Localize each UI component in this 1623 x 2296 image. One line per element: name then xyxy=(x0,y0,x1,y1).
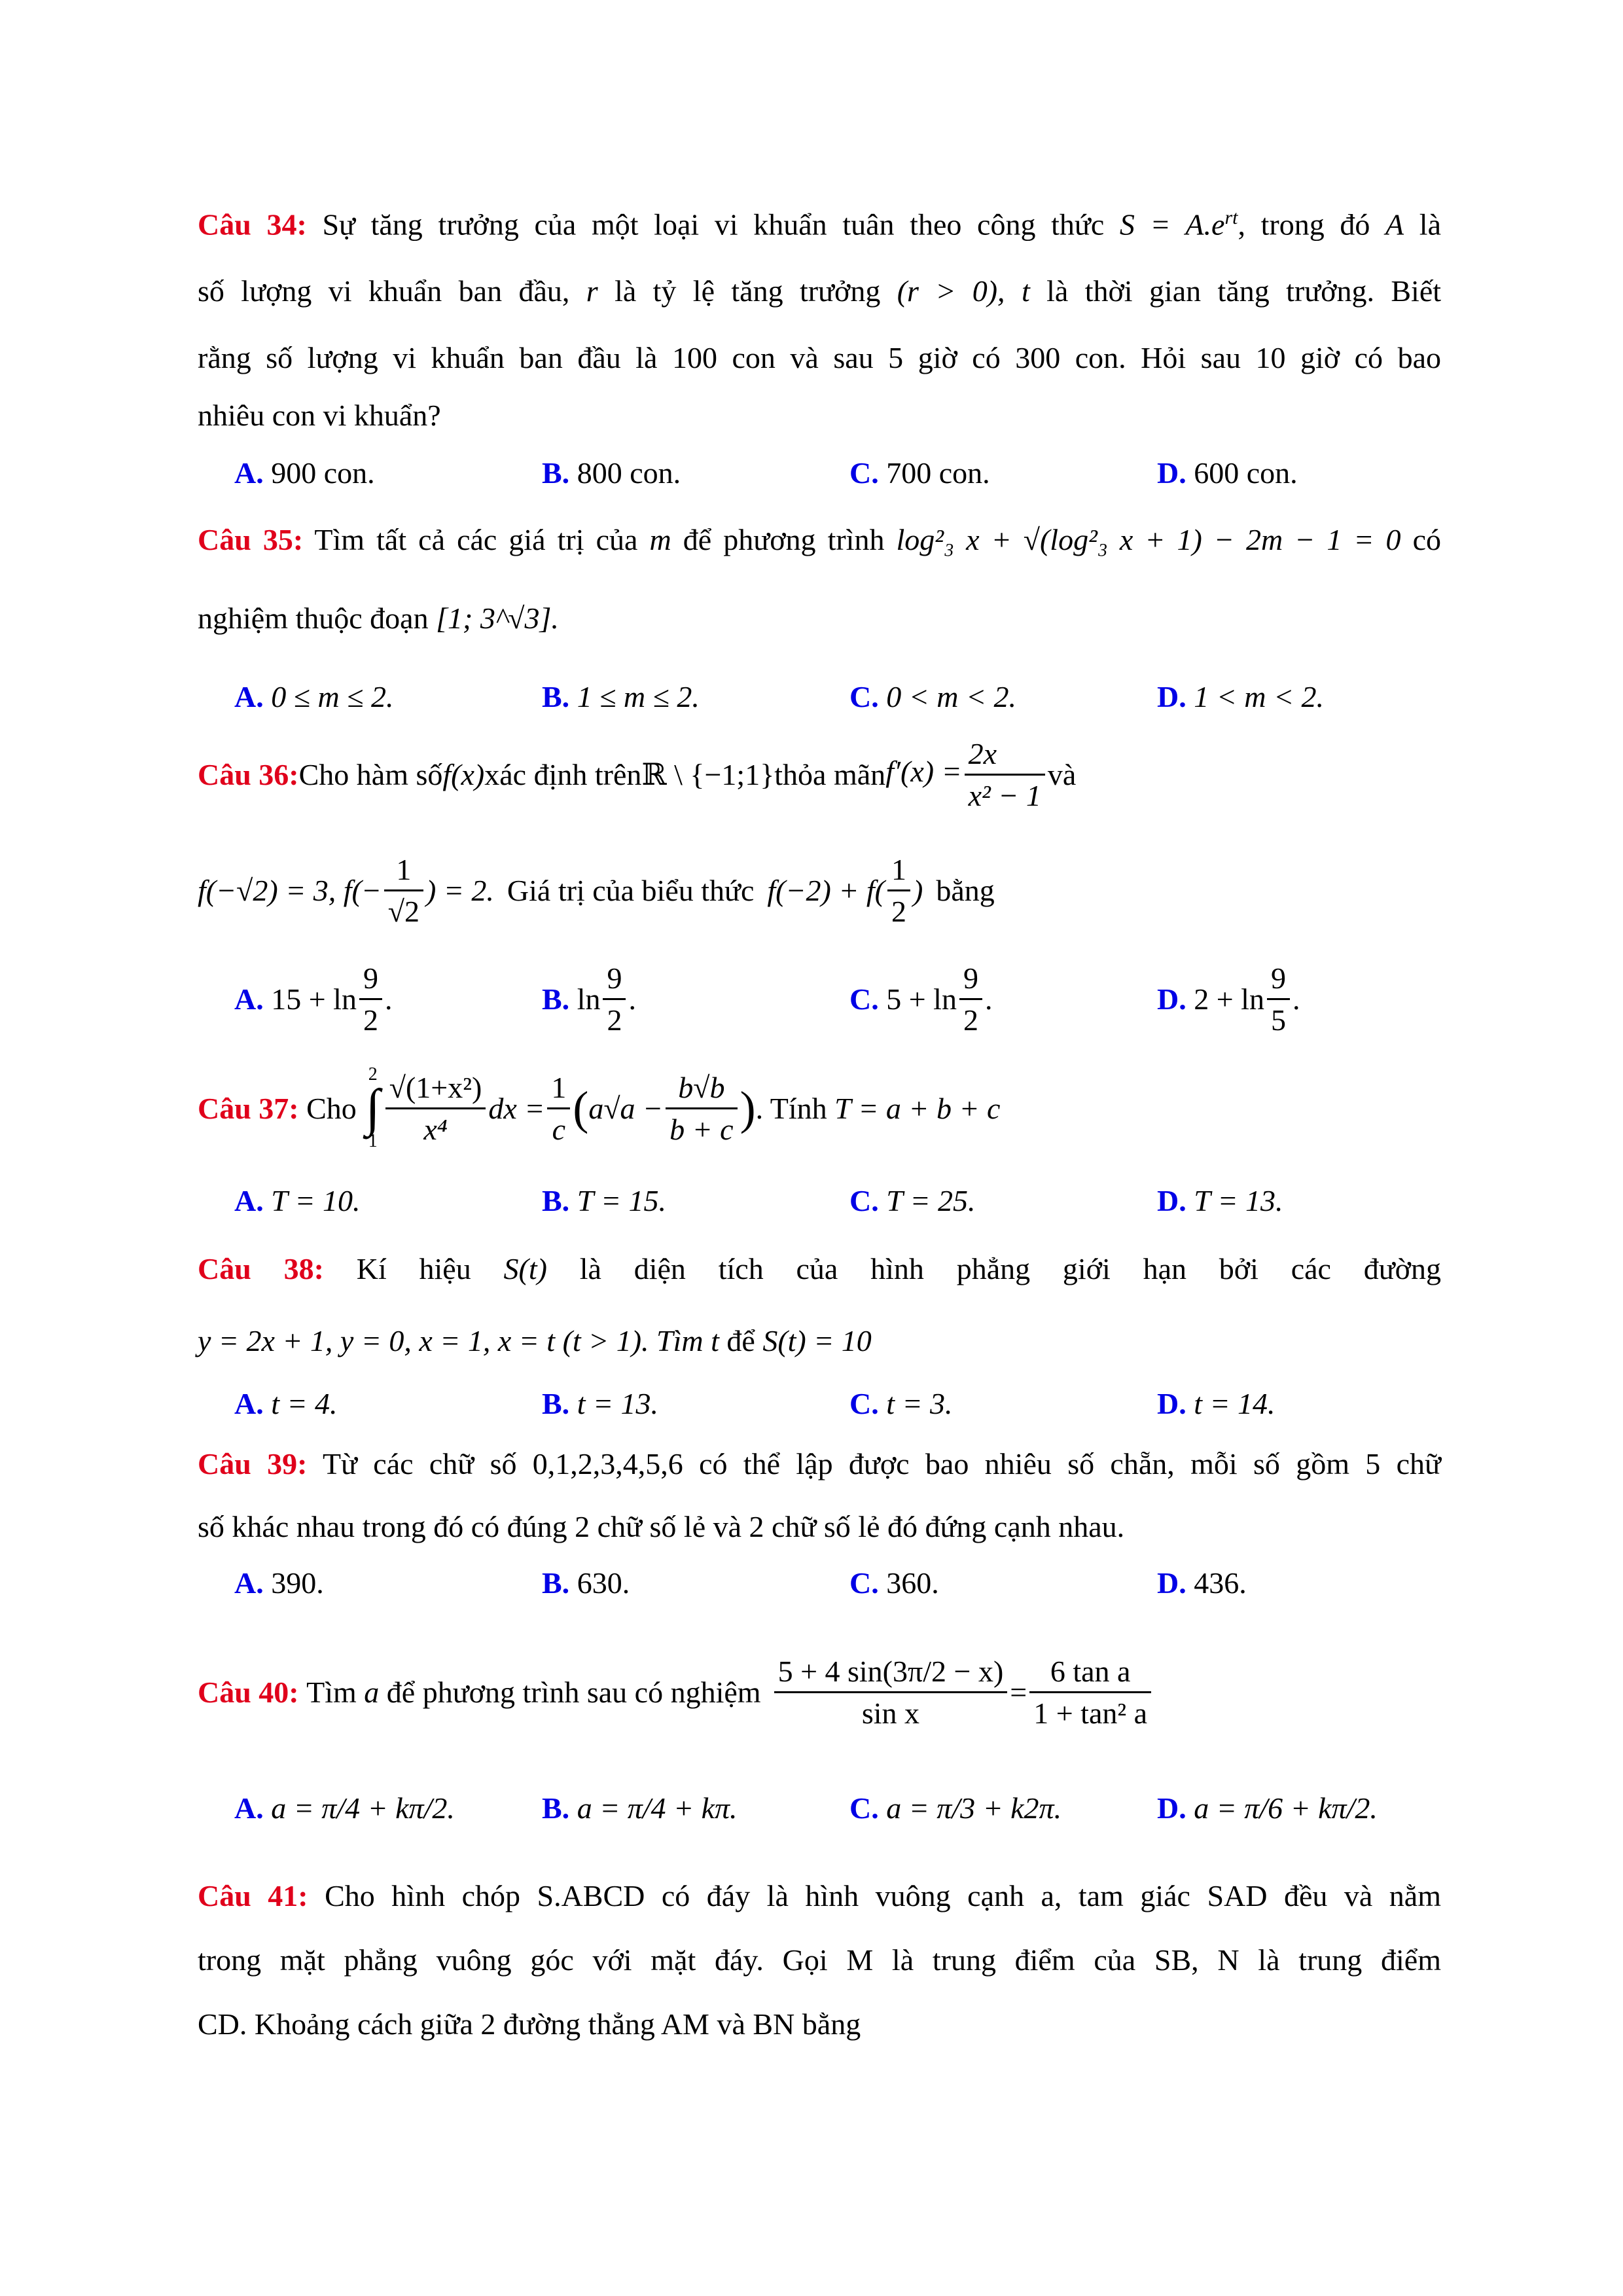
q38-line2: y = 2x + 1, y = 0, x = 1, x = t (t > 1). Tìm t để S(t) = 10 xyxy=(198,1324,872,1357)
q40-lhs-fraction: $\frac{5 + 4 \sin(3\pi/2 - x)}{\text{sin x}}$ xyxy=(774,1654,1008,1731)
q36-label: Câu 36: xyxy=(198,757,299,791)
q35-label: Câu 35: xyxy=(198,523,304,556)
q40-option-b[interactable]: B. a = π/4 + kπ. xyxy=(542,1791,738,1825)
q34-line4: nhiêu con vi khuẩn? xyxy=(198,399,441,432)
q36-option-d[interactable]: D. 2 + ln $\frac{9}{5}$ . xyxy=(1157,961,1300,1037)
q38-option-c[interactable]: C. t = 3. xyxy=(849,1387,953,1420)
q39-option-d[interactable]: D. 436. xyxy=(1157,1566,1247,1600)
q35-interval: [1; 3^√3]. xyxy=(436,601,559,635)
q35-line1: Câu 35: Tìm tất cả các giá trị của m để phương trình log²₃ x + √(log²₃ x + 1) − 2m − 1 = 0 có xyxy=(198,523,1442,556)
q37-option-b[interactable]: B. T = 15. xyxy=(542,1184,666,1217)
q35-option-b[interactable]: B. 1 ≤ m ≤ 2. xyxy=(542,680,700,713)
q39-option-b[interactable]: B. 630. xyxy=(542,1566,630,1600)
q38-label: Câu 38: xyxy=(198,1252,324,1285)
q38-option-b[interactable]: B. t = 13. xyxy=(542,1387,659,1420)
q35-equation: log²₃ x + √(log²₃ x + 1) − 2m − 1 = 0 xyxy=(896,523,1401,556)
q38-option-d[interactable]: D. t = 14. xyxy=(1157,1387,1275,1420)
q40-option-d[interactable]: D. a = π/6 + kπ/2. xyxy=(1157,1791,1378,1825)
q34-option-b[interactable]: B. 800 con. xyxy=(542,456,681,490)
q36-line1: Câu 36: Cho hàm số f(x) xác định trên ℝ \ {−1;1} thỏa mãn f′(x) = $\frac{2x}{\text{x² − 1}}$ và xyxy=(198,736,1077,812)
q34-line2: số lượng vi khuẩn ban đầu, r là tỷ lệ tăng trưởng (r > 0), t là thời gian tăng trưởng. Biết xyxy=(198,274,1442,308)
q34-line1: Câu 34: Sự tăng trưởng của một loại vi khuẩn tuân theo công thức $S = A.e^{rt}$, trong đó A là xyxy=(198,207,1441,242)
q41-line1: Câu 41: Cho hình chóp S.ABCD có đáy là hình vuông cạnh a, tam giác SAD đều và nằm xyxy=(198,1879,1442,1912)
q36-option-b[interactable]: B. ln $\frac{9}{2}$ . xyxy=(542,961,636,1037)
q34-option-c[interactable]: C. 700 con. xyxy=(849,456,990,490)
q40-option-a[interactable]: A. a = π/4 + kπ/2. xyxy=(234,1791,455,1825)
q39-option-a[interactable]: A. 390. xyxy=(234,1566,324,1600)
q34-option-d[interactable]: D. 600 con. xyxy=(1157,456,1298,490)
q37-line1: Câu 37: Cho 2 ∫ 1 $\frac{\text{√(1+x²)}}{\text{x⁴}}$ dx = $\frac{1}{c}$ ( a√a − $\frac{b√b}{b + c}$ ) . Tính T = a + b + c xyxy=(198,1064,1001,1151)
q35-option-d[interactable]: D. 1 < m < 2. xyxy=(1157,680,1325,713)
q34-label: Câu 34: xyxy=(198,207,307,242)
q39-option-c[interactable]: C. 360. xyxy=(849,1566,939,1600)
q41-label: Câu 41: xyxy=(198,1879,308,1912)
q37-option-c[interactable]: C. T = 25. xyxy=(849,1184,976,1217)
q39-line2: số khác nhau trong đó có đúng 2 chữ số lẻ và 2 chữ số lẻ đó đứng cạnh nhau. xyxy=(198,1510,1125,1543)
q35-option-a[interactable]: A. 0 ≤ m ≤ 2. xyxy=(234,680,394,713)
q36-option-a[interactable]: A. 15 + ln $\frac{9}{2}$ . xyxy=(234,961,393,1037)
q37-option-d[interactable]: D. T = 13. xyxy=(1157,1184,1283,1217)
q39-label: Câu 39: xyxy=(198,1447,308,1480)
q38-line1: Câu 38: Kí hiệu S(t) là diện tích của hình phẳng giới hạn bởi các đường xyxy=(198,1252,1442,1285)
q36-fraction: $\frac{2x}{\text{x² − 1}}$ xyxy=(965,736,1045,813)
q38-option-a[interactable]: A. t = 4. xyxy=(234,1387,338,1420)
q34-line3: rằng số lượng vi khuẩn ban đầu là 100 con và sau 5 giờ có 300 con. Hỏi sau 10 giờ có bao xyxy=(198,341,1441,374)
q37-option-a[interactable]: A. T = 10. xyxy=(234,1184,361,1217)
q40-option-c[interactable]: C. a = π/3 + k2π. xyxy=(849,1791,1062,1825)
q35-line2: nghiệm thuộc đoạn [1; 3^√3]. xyxy=(198,601,559,635)
q35-option-c[interactable]: C. 0 < m < 2. xyxy=(849,680,1017,713)
q37-label: Câu 37: xyxy=(198,1091,299,1125)
q36-line2: f(−√2) = 3, f( − $\frac{1}{√2}$ ) = 2. Giá trị của biểu thức f(−2) + f( $\frac{1}{2}$ ) bằng xyxy=(198,852,995,928)
q41-line2: trong mặt phẳng vuông góc với mặt đáy. Gọi M là trung điểm của SB, N là trung điểm xyxy=(198,1943,1441,1977)
q39-line1: Câu 39: Từ các chữ số 0,1,2,3,4,5,6 có thể lập được bao nhiêu số chẵn, mỗi số gồm 5 chữ xyxy=(198,1447,1441,1480)
q40-line1: Câu 40: Tìm a để phương trình sau có nghiệm $\frac{5 + 4 \sin(3\pi/2 - x)}{\text{sin x}}$ = $\frac{\text{6 tan a}}{\text{1 + tan² a}}$ xyxy=(198,1630,1441,1754)
q36-option-c[interactable]: C. 5 + ln $\frac{9}{2}$ . xyxy=(849,961,993,1037)
integral-sign: 2 ∫ 1 xyxy=(365,1064,380,1151)
q41-line3: CD. Khoảng cách giữa 2 đường thẳng AM và BN bằng xyxy=(198,2007,861,2041)
q40-label: Câu 40: xyxy=(198,1675,299,1709)
q40-rhs-fraction: $\frac{\text{6 tan a}}{\text{1 + tan² a}}$ xyxy=(1029,1654,1151,1731)
q34-option-a[interactable]: A. 900 con. xyxy=(234,456,375,490)
